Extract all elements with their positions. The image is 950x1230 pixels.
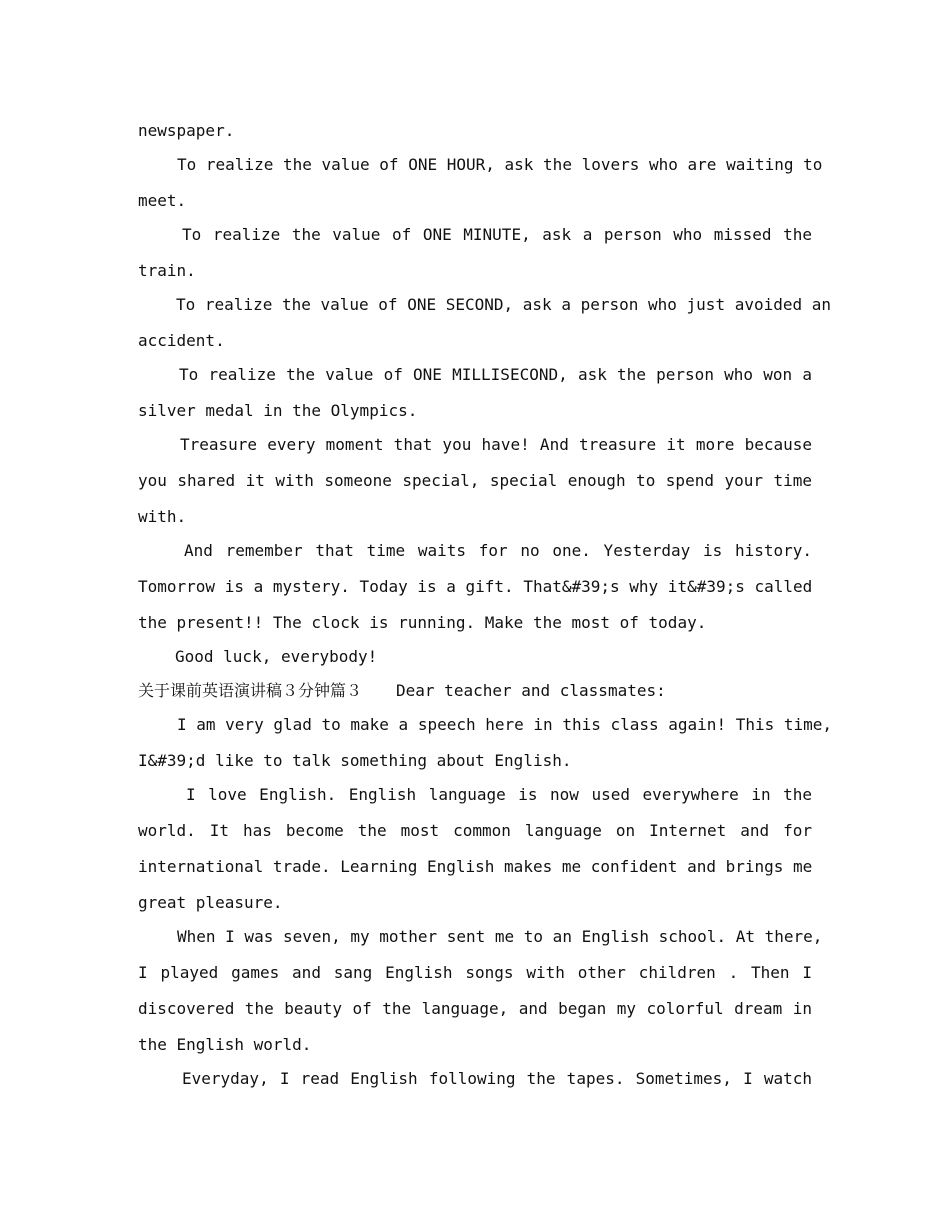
text-line: great pleasure. [138, 893, 283, 912]
text-line: To realize the value of ONE SECOND, ask a person who just avoided an [176, 295, 832, 314]
text-line: Good luck, everybody! [175, 647, 378, 666]
text-line: I played games and sang English songs with other children . Then I [138, 963, 812, 982]
text-line: world. It has become the most common language on Internet and for [138, 821, 812, 840]
text-line: To realize the value of ONE MINUTE, ask a person who missed the [182, 225, 812, 244]
text-line: Everyday, I read English following the tapes. Sometimes, I watch [182, 1069, 812, 1088]
text-line: newspaper. [138, 121, 235, 140]
text-line: the present!! The clock is running. Make the most of today. [138, 613, 707, 632]
text-line: I&#39;d like to talk something about English. [138, 751, 572, 770]
text-line: the English world. [138, 1035, 312, 1054]
text-line: you shared it with someone special, special enough to spend your time [138, 471, 812, 490]
text-line: silver medal in the Olympics. [138, 401, 418, 420]
text-line: I love English. English language is now used everywhere in the [186, 785, 812, 804]
text-line: international trade. Learning English makes me confident and brings me [138, 857, 813, 876]
text-line: meet. [138, 191, 187, 210]
text-line: When I was seven, my mother sent me to an English school. At there, [177, 927, 823, 946]
speech-greeting: Dear teacher and classmates: [396, 681, 666, 700]
text-line: discovered the beauty of the language, and began my colorful dream in [138, 999, 812, 1018]
text-line: To realize the value of ONE HOUR, ask the lovers who are waiting to [177, 155, 823, 174]
text-line: train. [138, 261, 196, 280]
text-line: Tomorrow is a mystery. Today is a gift. That&#39;s why it&#39;s called [138, 577, 813, 596]
section-heading-cjk: 关于课前英语演讲稿３分钟篇３ [138, 681, 363, 700]
section-heading [138, 679, 666, 703]
text-line: accident. [138, 331, 225, 350]
text-line: with. [138, 507, 187, 526]
text-line: I am very glad to make a speech here in this class again! This time, [177, 715, 833, 734]
text-line: Treasure every moment that you have! And treasure it more because [180, 435, 812, 454]
text-line: To realize the value of ONE MILLISECOND, ask the person who won a [179, 365, 812, 384]
text-line: And remember that time waits for no one. Yesterday is history. [184, 541, 812, 560]
